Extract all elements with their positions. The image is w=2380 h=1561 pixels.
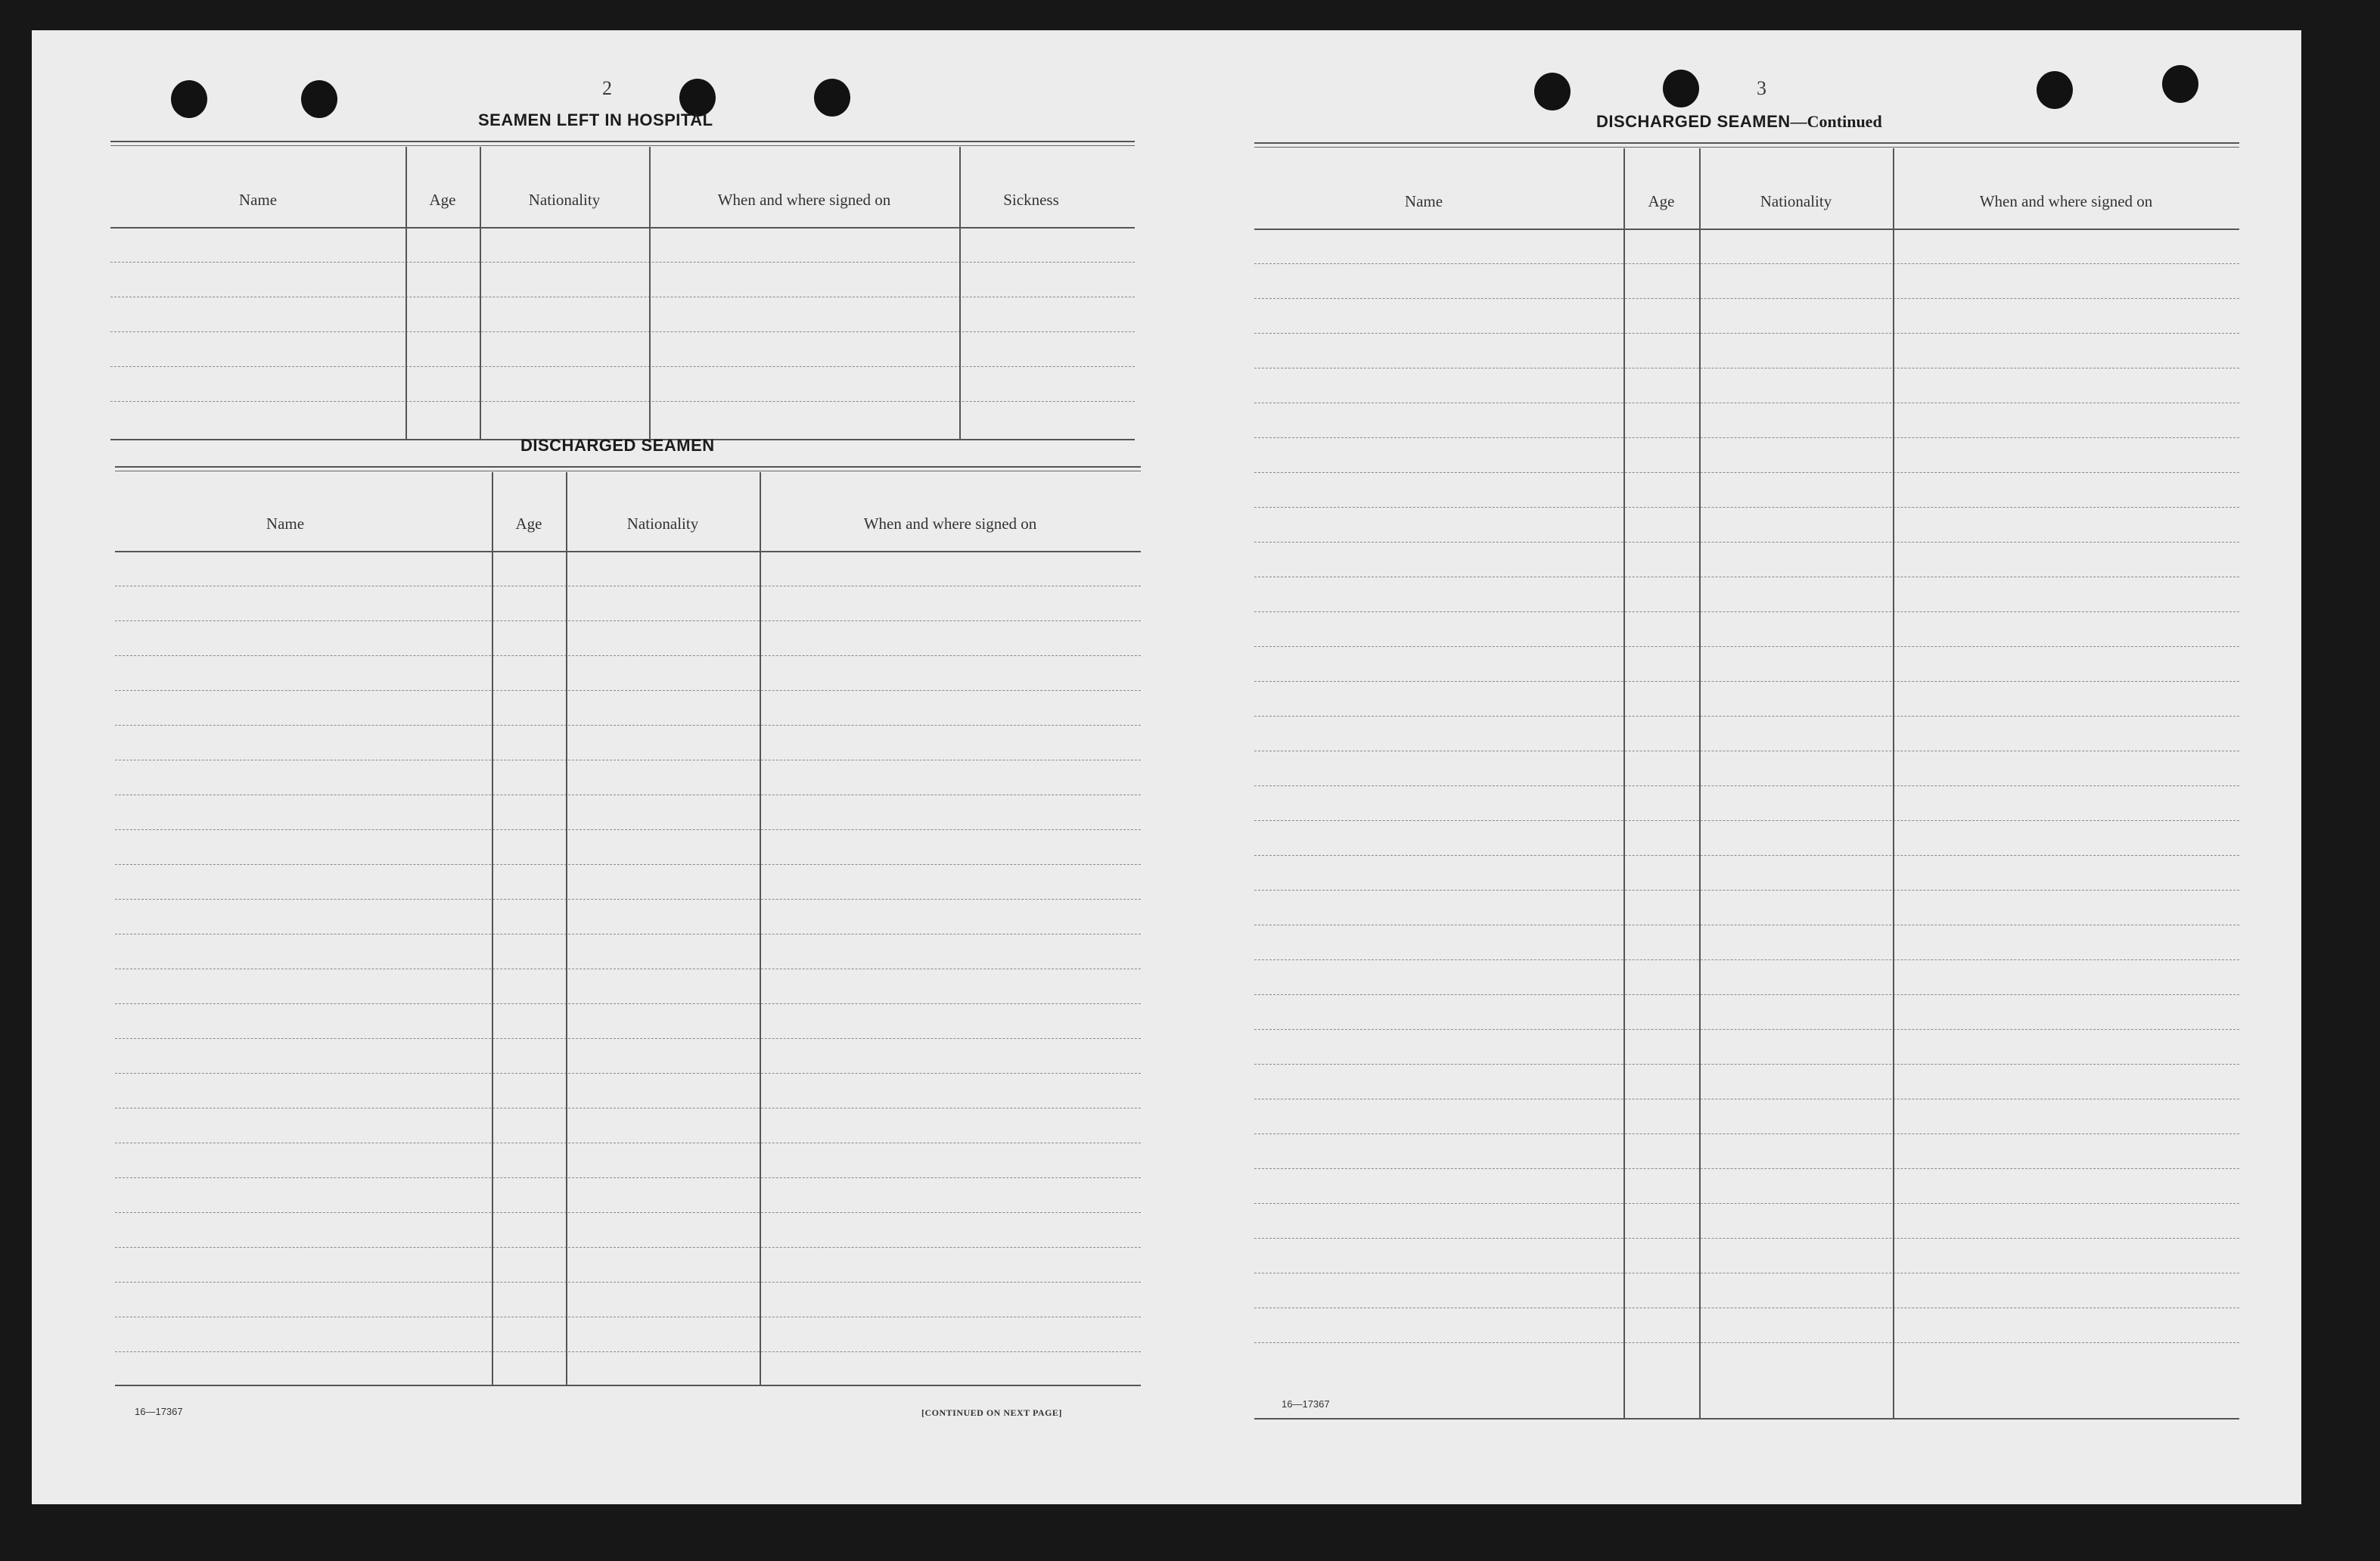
punch-hole	[301, 80, 337, 118]
column-header-signed-on: When and where signed on	[1979, 192, 2153, 210]
column-header-age: Age	[429, 191, 456, 209]
column-header-nationality: Nationality	[528, 191, 601, 209]
column-header-signed-on: When and where signed on	[863, 515, 1037, 533]
hospital-table	[110, 141, 1135, 443]
left-page-number: 2	[602, 77, 612, 99]
punch-hole	[171, 80, 207, 118]
column-header-signed-on: When and where signed on	[717, 191, 891, 209]
punch-hole	[1534, 73, 1571, 110]
form-number: 16—17367	[135, 1406, 183, 1417]
discharged-continued-title-main: DISCHARGED SEAMEN	[1596, 112, 1791, 131]
right-page-number: 3	[1757, 77, 1766, 99]
column-header-name: Name	[238, 191, 278, 209]
hospital-section-title: SEAMEN LEFT IN HOSPITAL	[478, 110, 713, 129]
column-header-sickness: Sickness	[1003, 191, 1059, 209]
discharged-section-title: DISCHARGED SEAMEN	[520, 436, 715, 455]
column-header-name: Name	[1404, 192, 1443, 210]
column-header-nationality: Nationality	[626, 515, 699, 533]
punch-hole	[1663, 70, 1699, 107]
column-header-age: Age	[515, 515, 542, 533]
discharged-continued-title-suffix: —Continued	[1790, 112, 1882, 131]
discharged-continued-title	[1596, 112, 1882, 132]
document-sheet	[32, 30, 2301, 1504]
punch-hole	[814, 79, 850, 117]
form-number: 16—17367	[1282, 1398, 1330, 1410]
discharged-continued-table	[1254, 142, 2239, 1421]
column-header-age: Age	[1648, 192, 1675, 210]
column-header-nationality: Nationality	[1760, 192, 1832, 210]
punch-hole	[2162, 65, 2198, 103]
punch-hole	[2037, 71, 2073, 109]
discharged-table	[115, 466, 1141, 1427]
continued-note: [CONTINUED ON NEXT PAGE]	[921, 1407, 1062, 1418]
column-header-name: Name	[266, 515, 305, 533]
